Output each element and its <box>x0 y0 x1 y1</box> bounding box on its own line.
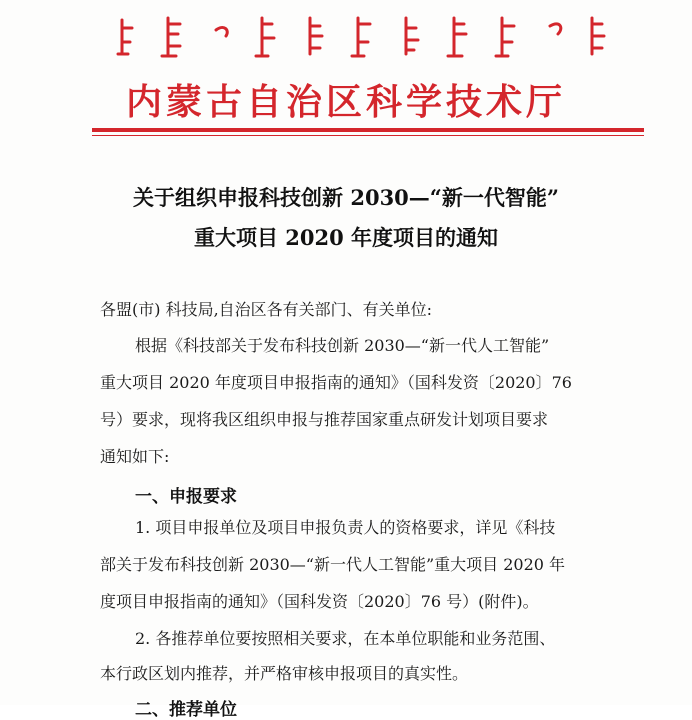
organization-name: 内蒙古自治区科学技术厅 <box>125 82 566 123</box>
item-2-line: 本行政区划内推荐，并严格审核申报项目的真实性。 <box>100 664 469 683</box>
salutation: 各盟(市) 科技局,自治区各有关部门、有关单位: <box>100 300 433 319</box>
letterhead-rule-thick <box>92 128 644 132</box>
section-heading-requirements: 一、申报要求 <box>135 487 237 507</box>
intro-line: 重大项目 2020 年度项目申报指南的通知》（国科发资〔2020〕76 <box>100 373 572 392</box>
section-heading-recommending-units: 二、推荐单位 <box>135 700 237 720</box>
item-2-line: 2. 各推荐单位要按照相关要求，在本单位职能和业务范围、 <box>135 629 556 648</box>
document-title-line-2: 重大项目 2020 年度项目的通知 <box>193 225 499 250</box>
intro-line: 根据《科技部关于发布科技创新 2030—“新一代人工智能” <box>135 336 550 355</box>
item-1-line: 1. 项目申报单位及项目申报负责人的资格要求，详见《科技 <box>135 518 556 537</box>
intro-line: 号）要求，现将我区组织申报与推荐国家重点研发计划项目要求 <box>100 410 549 429</box>
item-1-line: 度项目申报指南的通知》（国科发资〔2020〕76 号）(附件)。 <box>100 592 539 611</box>
letterhead-rule-thin <box>92 135 644 136</box>
item-1-line: 部关于发布科技创新 2030—“新一代人工智能”重大项目 2020 年 <box>100 555 566 574</box>
mongolian-script-line <box>112 12 612 64</box>
intro-line: 通知如下: <box>100 447 170 466</box>
document-title-line-1: 关于组织申报科技创新 2030—“新一代智能” <box>133 185 559 210</box>
